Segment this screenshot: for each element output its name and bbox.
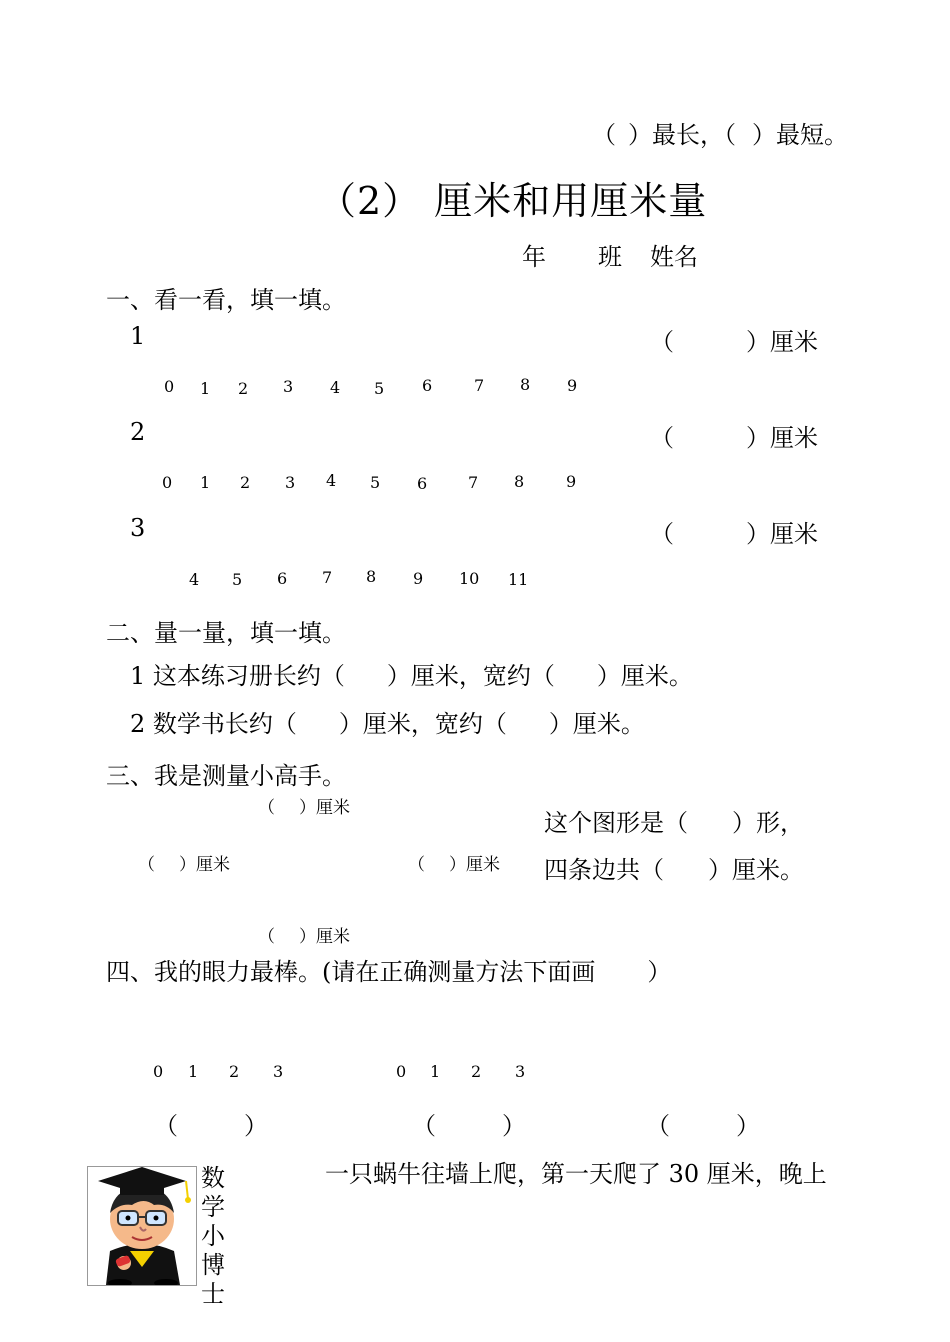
ruler-tick: 10 <box>459 569 480 588</box>
name-label: 姓名 <box>650 243 698 271</box>
item3-answer: （ ）厘米 <box>650 520 818 548</box>
year-label: 年 <box>522 243 546 271</box>
ruler-tick: 6 <box>422 376 433 395</box>
sec2-line1: 1 这本练习册长约（ ）厘米，宽约（ ）厘米。 <box>130 662 693 690</box>
left-side-label: （ ）厘米 <box>138 855 230 875</box>
ruler-tick: 0 <box>162 473 173 492</box>
perimeter-question: 四条边共（ ）厘米。 <box>544 856 804 884</box>
ruler-tick: 7 <box>474 376 485 395</box>
choice-b-paren[interactable]: （ ） <box>412 1112 526 1140</box>
ruler-tick: 4 <box>326 471 337 490</box>
ruler-tick: 3 <box>285 473 296 492</box>
math-doctor-badge: 数学小博士 <box>201 1164 225 1308</box>
item3-number: 3 <box>130 514 146 542</box>
ruler-tick: 1 <box>188 1062 199 1081</box>
ruler-tick: 6 <box>417 474 428 493</box>
ruler-tick: 3 <box>273 1062 284 1081</box>
section2-heading: 二、量一量，填一填。 <box>106 619 346 647</box>
ruler-tick: 0 <box>164 377 175 396</box>
ruler-tick: 3 <box>515 1062 526 1081</box>
ruler-tick: 2 <box>238 379 249 398</box>
choice-a-paren[interactable]: （ ） <box>154 1112 268 1140</box>
item2-number: 2 <box>130 418 146 446</box>
top-side-label: （ ）厘米 <box>258 798 350 818</box>
right-side-label: （ ）厘米 <box>408 855 500 875</box>
ruler-tick: 1 <box>200 379 211 398</box>
ruler-tick: 0 <box>153 1062 164 1081</box>
top-line: （ ）最长，（ ）最短。 <box>592 121 848 149</box>
item1-answer: （ ）厘米 <box>650 328 818 356</box>
ruler-tick: 7 <box>322 568 333 587</box>
section4-heading: 四、我的眼力最棒。(请在正确测量方法下面画 ） <box>106 958 672 986</box>
ruler-tick: 2 <box>229 1062 240 1081</box>
doctor-avatar-image <box>87 1166 197 1286</box>
ruler-tick: 4 <box>330 378 341 397</box>
choice-c-paren[interactable]: （ ） <box>646 1112 760 1140</box>
ruler-tick: 1 <box>430 1062 441 1081</box>
ruler-tick: 1 <box>200 473 211 492</box>
ruler-tick: 9 <box>566 472 577 491</box>
ruler-tick: 6 <box>277 569 288 588</box>
snail-problem-text: 一只蜗牛往墙上爬，第一天爬了 30 厘米，晚上 <box>325 1160 827 1188</box>
ruler-tick: 5 <box>370 473 381 492</box>
ruler-tick: 2 <box>471 1062 482 1081</box>
ruler-tick: 11 <box>508 570 529 589</box>
bottom-side-label: （ ）厘米 <box>258 927 350 947</box>
ruler-tick: 4 <box>189 570 200 589</box>
ruler-tick: 0 <box>396 1062 407 1081</box>
sec2-line2: 2 数学书长约（ ）厘米，宽约（ ）厘米。 <box>130 710 645 738</box>
section3-heading: 三、我是测量小高手。 <box>106 762 346 790</box>
ruler-tick: 3 <box>283 377 294 396</box>
ruler-tick: 9 <box>413 569 424 588</box>
ruler-tick: 8 <box>514 472 525 491</box>
ruler-tick: 7 <box>468 473 479 492</box>
ruler-tick: 5 <box>232 570 243 589</box>
ruler-tick: 5 <box>374 379 385 398</box>
ruler-tick: 9 <box>567 376 578 395</box>
ruler-tick: 8 <box>520 375 531 394</box>
page-title: （2） 厘米和用厘米量 <box>318 179 708 223</box>
item2-answer: （ ）厘米 <box>650 424 818 452</box>
ruler-tick: 8 <box>366 567 377 586</box>
class-label: 班 <box>598 243 622 271</box>
shape-question: 这个图形是（ ）形， <box>544 809 804 837</box>
ruler-tick: 2 <box>240 473 251 492</box>
item1-number: 1 <box>130 322 146 350</box>
graduate-cartoon-icon <box>88 1167 196 1285</box>
section1-heading: 一、看一看，填一填。 <box>106 286 346 314</box>
